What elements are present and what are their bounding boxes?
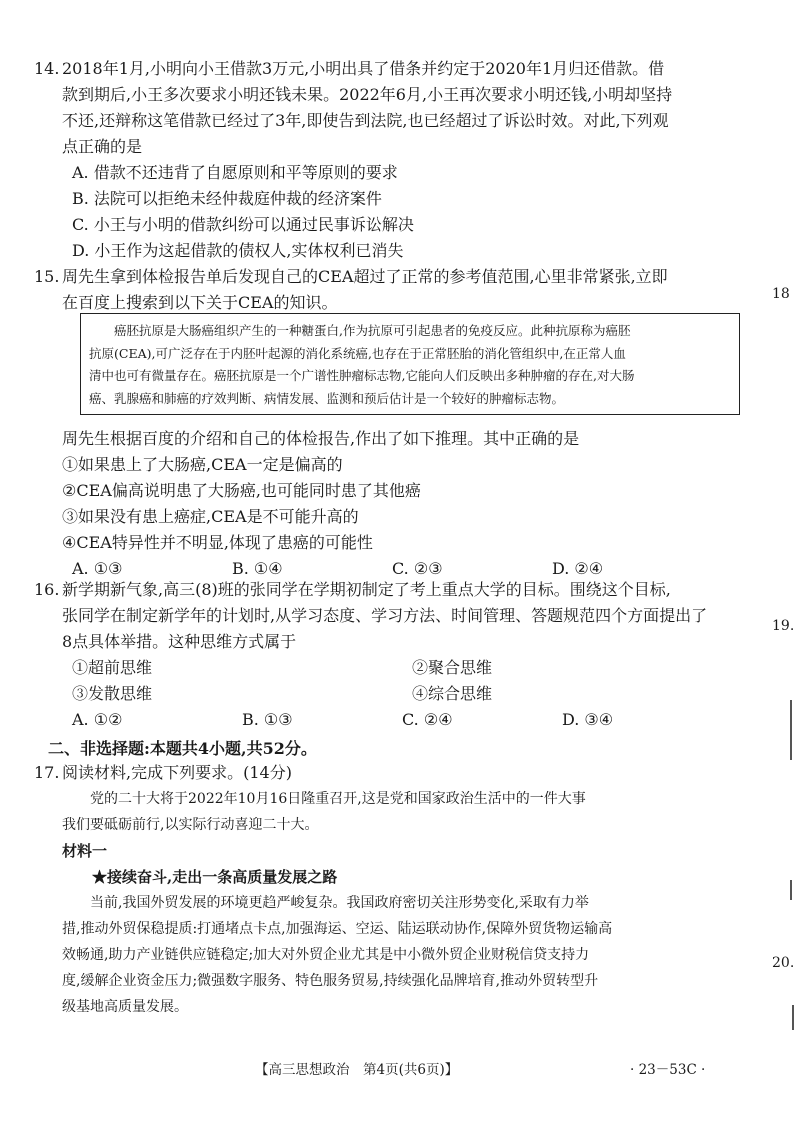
option-d: D. ②④	[552, 559, 604, 578]
question-number: 14.	[34, 59, 60, 78]
edge-mark	[790, 700, 792, 760]
statements-row	[62, 681, 742, 707]
question-15	[34, 264, 742, 316]
statement-4: ④综合思维	[412, 684, 493, 703]
option-a: A. ①③	[72, 559, 123, 578]
option-b: B. ①③	[242, 710, 293, 729]
statement-3: ③发散思维	[72, 684, 153, 703]
statement-1: ①超前思维	[72, 658, 153, 677]
material-line: 措,推动外贸保稳提质:打通堵点卡点,加强海运、空运、陆运联动协作,保障外贸货物运输高	[62, 921, 613, 937]
question-text-line: 周先生拿到体检报告单后发现自己的CEA超过了正常的参考值范围,心里非常紧张,立即	[62, 267, 668, 286]
question-17	[34, 760, 742, 786]
statement-4: ④CEA特异性并不明显,体现了患癌的可能性	[62, 533, 373, 552]
section-title: 二、非选择题:本题共4小题,共52分。	[48, 739, 317, 758]
question-text-line: 8点具体举措。这种思维方式属于	[62, 632, 297, 651]
material-line: 度,缓解企业资金压力;微强数字服务、特色服务贸易,持续强化品牌培育,推动外贸转型升	[62, 973, 599, 989]
statement-2: ②聚合思维	[412, 658, 493, 677]
question-stem: 周先生根据百度的介绍和自己的体检报告,作出了如下推理。其中正确的是	[62, 429, 580, 448]
statement-3: ③如果没有患上癌症,CEA是不可能升高的	[62, 507, 359, 526]
box-line: 癌胚抗原是大肠癌组织产生的一种糖蛋白,作为抗原可引起患者的免疫反应。此种抗原称为癌胚	[114, 323, 631, 338]
edge-mark	[790, 880, 792, 900]
question-number: 15.	[34, 267, 60, 286]
option-b: B. ①④	[232, 559, 283, 578]
footer-page-info: 【高三思想政治 第4页(共6页)】	[255, 1062, 459, 1078]
option-a: A. ①②	[72, 710, 123, 729]
question-text-line: 款到期后,小王多次要求小明还钱未果。2022年6月,小王再次要求小明还钱,小明却坚持	[62, 85, 673, 104]
margin-number-20: 20.	[772, 955, 795, 971]
box-line: 清中也可有微量存在。癌胚抗原是一个广谱性肿瘤标志物,它能向人们反映出多种肿瘤的存在,对大肠	[89, 368, 635, 383]
question-text-line: 点正确的是	[62, 137, 143, 156]
option-c: C. ②④	[402, 710, 453, 729]
question-text-line: 2018年1月,小明向小王借款3万元,小明出具了借条并约定于2020年1月归还借款。借	[62, 59, 665, 78]
option-c: C. ②③	[392, 559, 443, 578]
question-14	[34, 56, 742, 264]
question-text-line: 在百度上搜索到以下关于CEA的知识。	[62, 293, 338, 312]
material-line: 级基地高质量发展。	[62, 999, 188, 1015]
intro-line: 党的二十大将于2022年10月16日隆重召开,这是党和国家政治生活中的一件大事	[90, 791, 586, 807]
box-line: 癌、乳腺癌和肺癌的疗效判断、病情发展、监测和预后估计是一个较好的肿瘤标志物。	[89, 390, 565, 406]
cea-info-box	[80, 313, 740, 415]
edge-mark	[792, 1005, 794, 1030]
box-line: 抗原(CEA),可广泛存在于内胚叶起源的消化系统癌,也存在于正常胚胎的消化管组织中,在正常人血	[89, 345, 626, 361]
question-number: 16.	[34, 580, 60, 599]
option-b: B. 法院可以拒绝未经仲裁庭仲裁的经济案件	[72, 189, 382, 208]
question-title: 阅读材料,完成下列要求。(14分)	[62, 763, 292, 782]
footer-code: · 23－53C ·	[630, 1062, 706, 1078]
question-16	[34, 577, 742, 733]
question-text-line: 新学期新气象,高三(8)班的张同学在学期初制定了考上重点大学的目标。围绕这个目标,	[62, 580, 671, 599]
statement-2: ②CEA偏高说明患了大肠癌,也可能同时患了其他癌	[62, 481, 421, 500]
question-15-stem	[62, 426, 742, 582]
margin-number-18: 18	[772, 286, 790, 302]
material-line: 当前,我国外贸发展的环境更趋严峻复杂。我国政府密切关注形势变化,采取有力举	[90, 895, 589, 911]
option-a: A. 借款不还违背了自愿原则和平等原则的要求	[72, 163, 398, 182]
margin-number-19: 19.	[772, 618, 795, 634]
material-label: 材料一	[62, 842, 108, 860]
question-number: 17.	[34, 763, 60, 782]
question-text-line: 不还,还辩称这笔借款已经过了3年,即使告到法院,也已经超过了诉讼时效。对此,下列观	[62, 111, 669, 130]
question-text-line: 张同学在制定新学年的计划时,从学习态度、学习方法、时间管理、答题规范四个方面提出了	[62, 606, 708, 625]
material-section	[62, 786, 742, 1020]
material-line: 效畅通,助力产业链供应链稳定;加大对外贸企业尤其是中小微外贸企业财税信贷支持力	[62, 947, 590, 963]
material-heading: ★接续奋斗,走出一条高质量发展之路	[92, 868, 338, 886]
option-d: D. ③④	[562, 710, 614, 729]
statement-1: ①如果患上了大肠癌,CEA一定是偏高的	[62, 455, 343, 474]
option-d: D. 小王作为这起借款的债权人,实体权利已消失	[72, 241, 404, 260]
statements-row	[62, 655, 742, 681]
intro-line: 我们要砥砺前行,以实际行动喜迎二十大。	[62, 817, 319, 833]
option-c: C. 小王与小明的借款纠纷可以通过民事诉讼解决	[72, 215, 414, 234]
options-row	[62, 707, 742, 733]
